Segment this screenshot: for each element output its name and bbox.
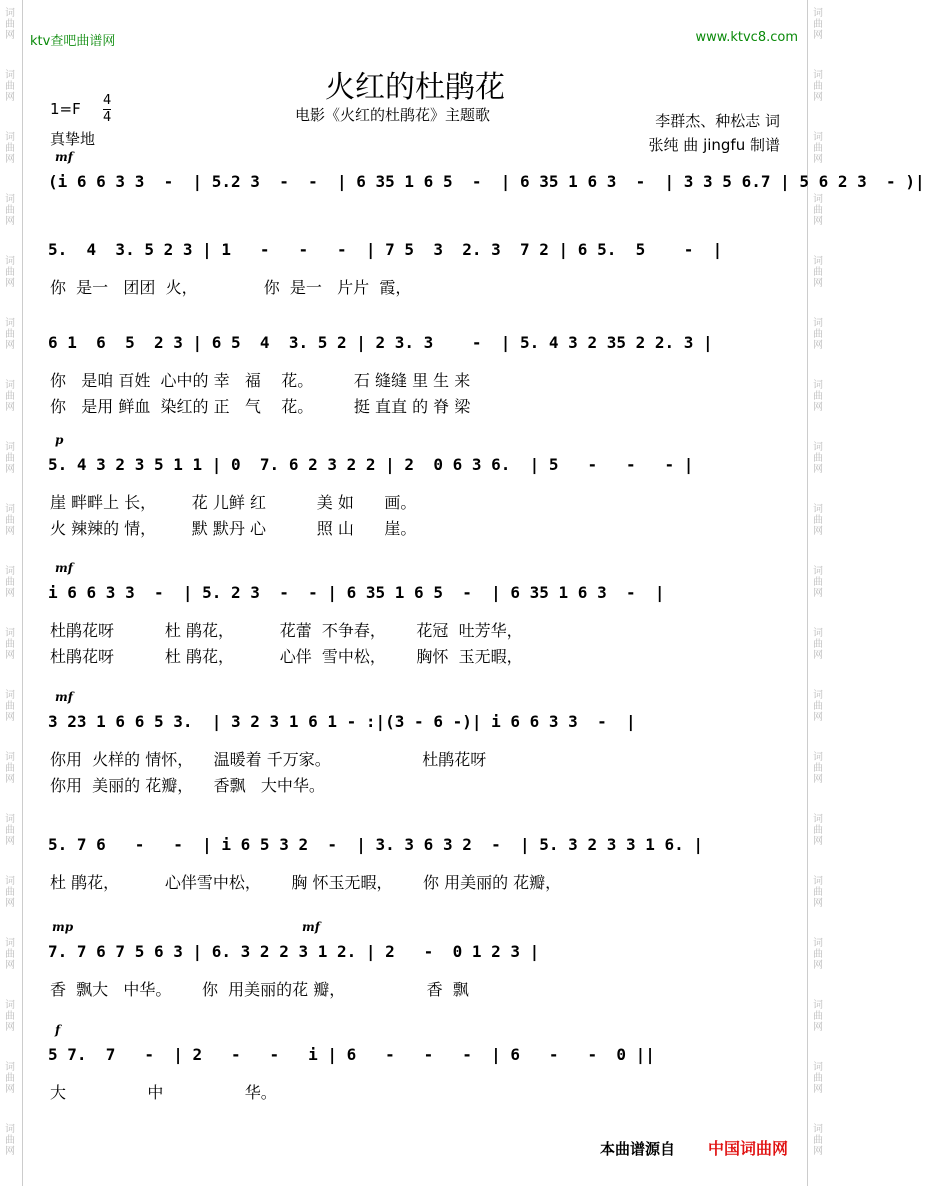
side-watermark-glyph: 词 曲 网 <box>5 1062 15 1095</box>
lyric-line: 香 飘大 中华。 你 用美丽的花 瓣， 香 飘 <box>50 980 469 999</box>
notation-row: 5. 4 3. 5 2 3 | 1 - - - | 7 5 3 2. 3 7 2 | 6 5. 5 - | <box>48 240 723 259</box>
side-watermark-glyph: 词 曲 网 <box>5 380 15 413</box>
time-numerator: 4 <box>103 93 112 108</box>
notation-row: 3 23 1 6 6 5 3. | 3 2 3 1 6 1 - :|(3 - 6 -)| i 6 6 3 3 - | <box>48 712 636 731</box>
notation-row: 5 7. 7 - | 2 - - i | 6 - - - | 6 - - 0 || <box>48 1045 655 1064</box>
side-watermark-glyph: 词 曲 网 <box>813 1062 823 1095</box>
dynamic-marking: mp <box>52 920 74 934</box>
tempo-marking: 真挚地 <box>50 130 96 148</box>
site-watermark-right[interactable]: www.ktvc8.com <box>695 30 798 45</box>
site-watermark-left[interactable]: ktv查吧曲谱网 <box>30 34 116 49</box>
side-watermark-glyph: 词 曲 网 <box>813 194 823 227</box>
side-watermark-glyph: 词 曲 网 <box>813 628 823 661</box>
lyric-line: 火 辣辣的 情， 默 默丹 心 照 山 崖。 <box>50 519 417 538</box>
side-watermark-glyph: 词 曲 网 <box>5 132 15 165</box>
dynamic-marking: p <box>55 433 64 447</box>
side-watermark-glyph: 词 曲 网 <box>813 938 823 971</box>
source-label: 本曲谱源自 <box>600 1140 676 1158</box>
side-watermark-glyph: 词 曲 网 <box>813 504 823 537</box>
side-watermark-glyph: 词 曲 网 <box>813 8 823 41</box>
song-subtitle: 电影《火红的杜鹃花》主题歌 <box>295 106 491 124</box>
notation-row: (i 6 6 3 3 - | 5.2 3 - - | 6 35 1 6 5 - | 6 35 1 6 3 - | 3 3 5 6.7 | 5 6 2 3 - )| <box>48 172 925 191</box>
left-watermark-strip <box>0 0 23 1186</box>
side-watermark-glyph: 词 曲 网 <box>813 318 823 351</box>
side-watermark-glyph: 词 曲 网 <box>5 566 15 599</box>
side-watermark-glyph: 词 曲 网 <box>5 256 15 289</box>
time-signature <box>103 94 111 125</box>
side-watermark-glyph: 词 曲 网 <box>5 70 15 103</box>
lyric-line: 杜鹃花呀 杜 鹃花， 花蕾 不争春， 花冠 吐芳华， <box>50 621 523 640</box>
lyric-line: 你用 美丽的 花瓣， 香飘 大中华。 <box>50 776 325 795</box>
side-watermark-glyph: 词 曲 网 <box>813 752 823 785</box>
side-watermark-glyph: 词 曲 网 <box>813 256 823 289</box>
side-watermark-glyph: 词 曲 网 <box>5 1000 15 1033</box>
notation-row: 6 1 6 5 2 3 | 6 5 4 3. 5 2 | 2 3. 3 - | 5. 4 3 2 35 2 2. 3 | <box>48 333 713 352</box>
notation-row: 7. 7 6 7 5 6 3 | 6. 3 2 2 3 1 2. | 2 - 0 1 2 3 | <box>48 942 540 961</box>
notation-row: 5. 7 6 - - | i 6 5 3 2 - | 3. 3 6 3 2 - | 5. 3 2 3 3 1 6. | <box>48 835 704 854</box>
dynamic-marking: f <box>55 1023 61 1037</box>
side-watermark-glyph: 词 曲 网 <box>813 814 823 847</box>
dynamic-marking: mf <box>55 150 73 164</box>
side-watermark-glyph: 词 曲 网 <box>5 690 15 723</box>
side-watermark-glyph: 词 曲 网 <box>813 132 823 165</box>
side-watermark-glyph: 词 曲 网 <box>813 876 823 909</box>
composer-credit: 张纯 曲 jingfu 制谱 <box>648 136 780 154</box>
lyric-line: 大 中 华。 <box>50 1083 277 1102</box>
time-denominator: 4 <box>103 110 112 125</box>
dynamic-marking: mf <box>55 561 73 575</box>
side-watermark-glyph: 词 曲 网 <box>813 442 823 475</box>
dynamic-marking: mf <box>55 690 73 704</box>
lyric-line: 你 是一 团团 火， 你 是一 片片 霞， <box>50 278 412 297</box>
lyric-line: 你 是用 鲜血 染红的 正 气 花。 挺 直直 的 脊 梁 <box>50 397 471 416</box>
lyric-line: 杜 鹃花， 心伴雪中松， 胸 怀玉无暇， 你 用美丽的 花瓣， <box>50 873 562 892</box>
notation-row: 5. 4 3 2 3 5 1 1 | 0 7. 6 2 3 2 2 | 2 0 6 3 6. | 5 - - - | <box>48 455 694 474</box>
side-watermark-glyph: 词 曲 网 <box>813 690 823 723</box>
key-signature: 1=F <box>50 100 81 118</box>
dynamic-marking: mf <box>302 920 320 934</box>
side-watermark-glyph: 词 曲 网 <box>5 628 15 661</box>
side-watermark-glyph: 词 曲 网 <box>813 1000 823 1033</box>
side-watermark-glyph: 词 曲 网 <box>813 566 823 599</box>
side-watermark-glyph: 词 曲 网 <box>5 194 15 227</box>
side-watermark-glyph: 词 曲 网 <box>5 814 15 847</box>
side-watermark-glyph: 词 曲 网 <box>813 1124 823 1157</box>
lyric-line: 杜鹃花呀 杜 鹃花， 心伴 雪中松， 胸怀 玉无暇， <box>50 647 523 666</box>
side-watermark-glyph: 词 曲 网 <box>5 8 15 41</box>
song-title: 火红的杜鹃花 <box>325 70 505 105</box>
side-watermark-glyph: 词 曲 网 <box>5 1124 15 1157</box>
lyricist-credit: 李群杰、种松志 词 <box>655 112 780 130</box>
lyric-line: 你用 火样的 情怀， 温暖着 千万家。 杜鹃花呀 <box>50 750 487 769</box>
side-watermark-glyph: 词 曲 网 <box>5 938 15 971</box>
side-watermark-glyph: 词 曲 网 <box>5 876 15 909</box>
notation-row: i 6 6 3 3 - | 5. 2 3 - - | 6 35 1 6 5 - | 6 35 1 6 3 - | <box>48 583 665 602</box>
side-watermark-glyph: 词 曲 网 <box>5 504 15 537</box>
side-watermark-glyph: 词 曲 网 <box>5 318 15 351</box>
lyric-line: 崖 畔畔上 长， 花 儿鲜 红 美 如 画。 <box>50 493 417 512</box>
side-watermark-glyph: 词 曲 网 <box>813 380 823 413</box>
side-watermark-glyph: 词 曲 网 <box>5 442 15 475</box>
side-watermark-glyph: 词 曲 网 <box>5 752 15 785</box>
lyric-line: 你 是咱 百姓 心中的 幸 福 花。 石 缝缝 里 生 来 <box>50 371 471 390</box>
side-watermark-glyph: 词 曲 网 <box>813 70 823 103</box>
source-site-link[interactable]: 中国词曲网 <box>708 1139 789 1158</box>
